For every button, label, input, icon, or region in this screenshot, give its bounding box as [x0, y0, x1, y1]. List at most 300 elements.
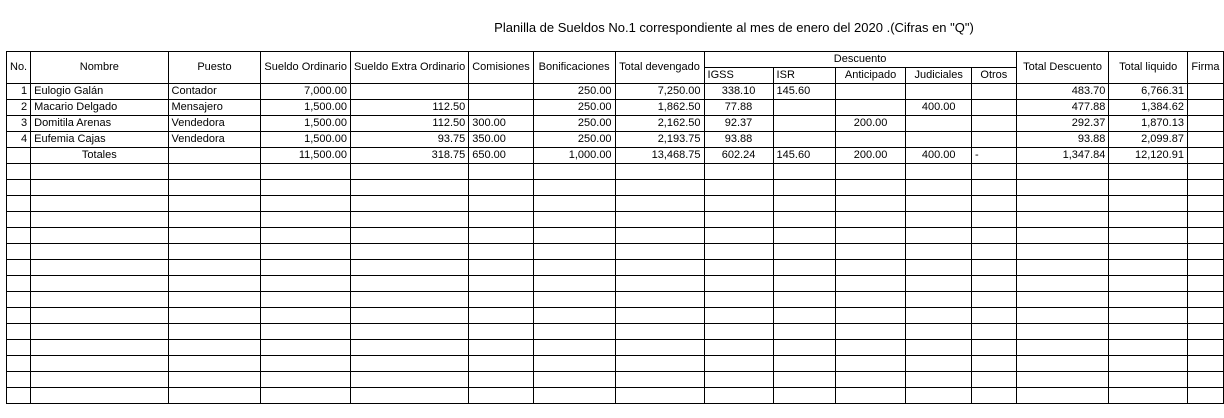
empty-cell	[704, 388, 773, 404]
cell-sueldo-ordinario: 1,500.00	[261, 132, 351, 148]
empty-cell	[906, 212, 972, 228]
empty-cell	[350, 308, 468, 324]
empty-cell	[168, 372, 261, 388]
payroll-title: Planilla de Sueldos No.1 correspondiente al mes de enero del 2020 .(Cifras en "Q")	[494, 20, 974, 35]
empty-cell	[773, 388, 835, 404]
header-nombre: Nombre	[31, 52, 168, 84]
cell-igss: 77.88	[704, 100, 773, 116]
cell-total-descuento: 477.88	[1016, 100, 1109, 116]
empty-cell	[615, 244, 704, 260]
empty-cell	[615, 212, 704, 228]
empty-cell	[350, 228, 468, 244]
cell-igss: 92.37	[704, 116, 773, 132]
cell-anticipado	[835, 132, 906, 148]
empty-cell	[168, 164, 261, 180]
header-sueldo-extra: Sueldo Extra Ordinario	[350, 52, 468, 84]
empty-cell	[469, 356, 533, 372]
cell-comisiones	[469, 100, 533, 116]
totals-cell-sueldo-extra: 318.75	[350, 148, 468, 164]
empty-cell	[1109, 212, 1188, 228]
empty-cell	[835, 340, 906, 356]
empty-cell	[31, 180, 168, 196]
empty-cell	[533, 340, 615, 356]
empty-cell	[1016, 260, 1109, 276]
empty-cell	[31, 356, 168, 372]
cell-firma	[1187, 84, 1223, 100]
cell-total-devengado: 2,162.50	[615, 116, 704, 132]
empty-cell	[350, 196, 468, 212]
empty-row	[7, 212, 1224, 228]
header-descuento: Descuento	[704, 52, 1016, 68]
totals-cell-isr: 145.60	[773, 148, 835, 164]
empty-cell	[704, 260, 773, 276]
empty-cell	[615, 292, 704, 308]
empty-cell	[972, 212, 1017, 228]
empty-cell	[469, 164, 533, 180]
empty-cell	[31, 324, 168, 340]
empty-cell	[972, 164, 1017, 180]
empty-cell	[906, 244, 972, 260]
empty-cell	[261, 244, 351, 260]
empty-cell	[533, 292, 615, 308]
cell-comisiones: 350.00	[469, 132, 533, 148]
empty-cell	[469, 228, 533, 244]
empty-cell	[906, 292, 972, 308]
empty-cell	[168, 260, 261, 276]
empty-cell	[615, 372, 704, 388]
empty-cell	[773, 356, 835, 372]
empty-cell	[1016, 292, 1109, 308]
empty-cell	[972, 292, 1017, 308]
empty-cell	[168, 308, 261, 324]
header-bonificaciones: Bonificaciones	[533, 52, 615, 84]
cell-sueldo-ordinario: 1,500.00	[261, 116, 351, 132]
totals-cell-no	[7, 148, 31, 164]
empty-cell	[972, 308, 1017, 324]
empty-cell	[350, 388, 468, 404]
empty-cell	[773, 324, 835, 340]
empty-cell	[533, 164, 615, 180]
empty-cell	[533, 356, 615, 372]
empty-cell	[261, 340, 351, 356]
empty-cell	[704, 356, 773, 372]
empty-cell	[350, 340, 468, 356]
cell-bonificaciones: 250.00	[533, 84, 615, 100]
totals-cell-total-devengado: 13,468.75	[615, 148, 704, 164]
cell-anticipado	[835, 100, 906, 116]
empty-cell	[350, 372, 468, 388]
table-row	[7, 84, 1224, 100]
empty-cell	[1109, 308, 1188, 324]
empty-cell	[7, 308, 31, 324]
empty-cell	[469, 196, 533, 212]
cell-nombre: Eulogio Galán	[31, 84, 168, 100]
empty-cell	[350, 324, 468, 340]
empty-cell	[7, 340, 31, 356]
empty-cell	[1187, 292, 1223, 308]
empty-cell	[615, 164, 704, 180]
empty-cell	[533, 388, 615, 404]
empty-cell	[773, 340, 835, 356]
empty-cell	[168, 244, 261, 260]
empty-cell	[533, 372, 615, 388]
cell-sueldo-extra: 93.75	[350, 132, 468, 148]
empty-cell	[1109, 292, 1188, 308]
empty-cell	[7, 164, 31, 180]
empty-cell	[704, 180, 773, 196]
empty-cell	[469, 180, 533, 196]
header-firma: Firma	[1187, 52, 1223, 84]
empty-cell	[533, 244, 615, 260]
empty-row	[7, 196, 1224, 212]
totals-cell-otros: -	[972, 148, 1017, 164]
empty-cell	[1187, 180, 1223, 196]
totals-cell-total-liquido: 12,120.91	[1109, 148, 1188, 164]
empty-cell	[1016, 340, 1109, 356]
empty-cell	[906, 164, 972, 180]
empty-cell	[7, 388, 31, 404]
cell-puesto: Vendedora	[168, 116, 261, 132]
empty-cell	[1187, 212, 1223, 228]
empty-cell	[704, 292, 773, 308]
empty-cell	[615, 276, 704, 292]
empty-cell	[972, 276, 1017, 292]
empty-cell	[7, 260, 31, 276]
empty-cell	[261, 308, 351, 324]
empty-cell	[261, 292, 351, 308]
empty-cell	[835, 260, 906, 276]
empty-cell	[261, 196, 351, 212]
empty-cell	[1109, 388, 1188, 404]
empty-cell	[7, 228, 31, 244]
empty-cell	[835, 372, 906, 388]
empty-cell	[773, 196, 835, 212]
cell-otros	[972, 116, 1017, 132]
empty-cell	[469, 244, 533, 260]
cell-total-liquido: 2,099.87	[1109, 132, 1188, 148]
cell-igss: 338.10	[704, 84, 773, 100]
cell-isr	[773, 132, 835, 148]
empty-cell	[835, 244, 906, 260]
empty-cell	[906, 372, 972, 388]
empty-cell	[773, 292, 835, 308]
cell-total-descuento: 292.37	[1016, 116, 1109, 132]
empty-row	[7, 308, 1224, 324]
empty-cell	[1109, 356, 1188, 372]
cell-nombre: Macario Delgado	[31, 100, 168, 116]
empty-cell	[533, 276, 615, 292]
empty-cell	[1187, 276, 1223, 292]
cell-anticipado	[835, 84, 906, 100]
empty-cell	[773, 260, 835, 276]
empty-cell	[1187, 260, 1223, 276]
empty-cell	[972, 340, 1017, 356]
empty-cell	[1187, 356, 1223, 372]
empty-cell	[906, 324, 972, 340]
empty-cell	[704, 324, 773, 340]
empty-cell	[972, 180, 1017, 196]
empty-cell	[350, 180, 468, 196]
empty-cell	[1016, 164, 1109, 180]
empty-cell	[168, 180, 261, 196]
empty-cell	[615, 340, 704, 356]
cell-puesto: Contador	[168, 84, 261, 100]
empty-cell	[615, 388, 704, 404]
empty-cell	[7, 356, 31, 372]
empty-cell	[533, 180, 615, 196]
cell-judiciales: 400.00	[906, 100, 972, 116]
empty-cell	[1187, 340, 1223, 356]
empty-cell	[1109, 180, 1188, 196]
totals-row	[7, 148, 1224, 164]
empty-cell	[835, 212, 906, 228]
cell-total-liquido: 1,870.13	[1109, 116, 1188, 132]
empty-cell	[261, 164, 351, 180]
cell-total-devengado: 7,250.00	[615, 84, 704, 100]
cell-total-liquido: 1,384.62	[1109, 100, 1188, 116]
empty-cell	[1016, 228, 1109, 244]
empty-cell	[168, 388, 261, 404]
empty-cell	[533, 308, 615, 324]
empty-row	[7, 356, 1224, 372]
empty-cell	[1109, 164, 1188, 180]
empty-cell	[31, 388, 168, 404]
header-no: No.	[7, 52, 31, 84]
cell-anticipado: 200.00	[835, 116, 906, 132]
empty-cell	[1016, 244, 1109, 260]
totals-cell-anticipado: 200.00	[835, 148, 906, 164]
header-otros: Otros	[972, 68, 1017, 84]
header-total-liquido: Total liquido	[1109, 52, 1188, 84]
empty-cell	[906, 260, 972, 276]
cell-total-devengado: 1,862.50	[615, 100, 704, 116]
empty-cell	[31, 196, 168, 212]
empty-cell	[1016, 388, 1109, 404]
empty-cell	[350, 212, 468, 228]
cell-otros	[972, 100, 1017, 116]
empty-cell	[906, 228, 972, 244]
empty-cell	[1187, 164, 1223, 180]
empty-cell	[835, 292, 906, 308]
empty-cell	[261, 388, 351, 404]
header-igss: IGSS	[704, 68, 773, 84]
cell-isr: 145.60	[773, 84, 835, 100]
empty-cell	[835, 324, 906, 340]
empty-cell	[1109, 324, 1188, 340]
empty-cell	[835, 180, 906, 196]
cell-sueldo-extra: 112.50	[350, 100, 468, 116]
empty-cell	[773, 372, 835, 388]
cell-bonificaciones: 250.00	[533, 100, 615, 116]
empty-cell	[1016, 276, 1109, 292]
empty-cell	[773, 308, 835, 324]
empty-cell	[469, 340, 533, 356]
cell-nombre: Domitila Arenas	[31, 116, 168, 132]
empty-cell	[168, 196, 261, 212]
empty-cell	[615, 260, 704, 276]
cell-comisiones: 300.00	[469, 116, 533, 132]
cell-total-descuento: 483.70	[1016, 84, 1109, 100]
header-total-devengado: Total devengado	[615, 52, 704, 84]
empty-cell	[1016, 196, 1109, 212]
empty-cell	[1187, 244, 1223, 260]
empty-cell	[350, 356, 468, 372]
payroll-table	[6, 51, 1224, 404]
empty-cell	[7, 372, 31, 388]
empty-cell	[972, 244, 1017, 260]
empty-cell	[773, 228, 835, 244]
empty-cell	[972, 196, 1017, 212]
cell-total-descuento: 93.88	[1016, 132, 1109, 148]
empty-cell	[615, 356, 704, 372]
empty-cell	[972, 356, 1017, 372]
cell-isr	[773, 100, 835, 116]
empty-cell	[533, 212, 615, 228]
empty-cell	[7, 180, 31, 196]
empty-cell	[615, 180, 704, 196]
empty-cell	[1016, 180, 1109, 196]
empty-cell	[31, 228, 168, 244]
empty-cell	[773, 276, 835, 292]
empty-cell	[31, 276, 168, 292]
table-row	[7, 100, 1224, 116]
empty-cell	[972, 260, 1017, 276]
empty-cell	[906, 196, 972, 212]
empty-row	[7, 244, 1224, 260]
empty-cell	[972, 228, 1017, 244]
empty-cell	[773, 180, 835, 196]
cell-firma	[1187, 116, 1223, 132]
empty-cell	[168, 324, 261, 340]
empty-row	[7, 180, 1224, 196]
empty-cell	[773, 244, 835, 260]
empty-cell	[533, 196, 615, 212]
empty-cell	[31, 164, 168, 180]
empty-row	[7, 260, 1224, 276]
totals-cell-total-descuento: 1,347.84	[1016, 148, 1109, 164]
empty-cell	[1187, 388, 1223, 404]
empty-cell	[261, 228, 351, 244]
table-row	[7, 116, 1224, 132]
totals-cell-puesto	[168, 148, 261, 164]
empty-cell	[835, 276, 906, 292]
empty-cell	[615, 196, 704, 212]
empty-cell	[615, 324, 704, 340]
empty-cell	[350, 260, 468, 276]
empty-cell	[1109, 340, 1188, 356]
cell-otros	[972, 132, 1017, 148]
empty-cell	[469, 372, 533, 388]
empty-cell	[835, 228, 906, 244]
totals-cell-firma	[1187, 148, 1223, 164]
empty-cell	[906, 388, 972, 404]
empty-cell	[261, 212, 351, 228]
empty-cell	[1016, 372, 1109, 388]
empty-cell	[261, 180, 351, 196]
cell-firma	[1187, 100, 1223, 116]
empty-cell	[261, 324, 351, 340]
empty-cell	[7, 196, 31, 212]
empty-cell	[704, 308, 773, 324]
empty-cell	[261, 372, 351, 388]
header-row-1	[7, 52, 1224, 68]
empty-cell	[1187, 324, 1223, 340]
cell-total-liquido: 6,766.31	[1109, 84, 1188, 100]
empty-cell	[1016, 324, 1109, 340]
cell-sueldo-extra: 112.50	[350, 116, 468, 132]
cell-judiciales	[906, 132, 972, 148]
header-sueldo-ordinario: Sueldo Ordinario	[261, 52, 351, 84]
empty-cell	[1016, 356, 1109, 372]
empty-cell	[835, 356, 906, 372]
totals-cell-nombre: Totales	[31, 148, 168, 164]
empty-cell	[469, 260, 533, 276]
empty-cell	[350, 292, 468, 308]
cell-sueldo-ordinario: 7,000.00	[261, 84, 351, 100]
empty-cell	[261, 356, 351, 372]
empty-cell	[7, 292, 31, 308]
cell-no: 2	[7, 100, 31, 116]
empty-cell	[704, 164, 773, 180]
cell-sueldo-extra	[350, 84, 468, 100]
totals-cell-bonificaciones: 1,000.00	[533, 148, 615, 164]
cell-judiciales	[906, 84, 972, 100]
empty-cell	[350, 276, 468, 292]
empty-cell	[168, 292, 261, 308]
empty-cell	[906, 308, 972, 324]
empty-cell	[704, 372, 773, 388]
empty-cell	[972, 372, 1017, 388]
empty-cell	[31, 340, 168, 356]
empty-cell	[704, 244, 773, 260]
cell-otros	[972, 84, 1017, 100]
empty-cell	[1187, 196, 1223, 212]
empty-cell	[533, 324, 615, 340]
empty-cell	[168, 340, 261, 356]
empty-row	[7, 276, 1224, 292]
empty-row	[7, 340, 1224, 356]
table-row	[7, 132, 1224, 148]
empty-cell	[906, 340, 972, 356]
empty-cell	[1109, 244, 1188, 260]
empty-cell	[350, 244, 468, 260]
empty-cell	[1016, 212, 1109, 228]
empty-cell	[168, 356, 261, 372]
empty-cell	[7, 212, 31, 228]
empty-cell	[469, 388, 533, 404]
empty-cell	[168, 212, 261, 228]
totals-cell-judiciales: 400.00	[906, 148, 972, 164]
cell-no: 1	[7, 84, 31, 100]
cell-igss: 93.88	[704, 132, 773, 148]
totals-cell-sueldo-ordinario: 11,500.00	[261, 148, 351, 164]
empty-cell	[7, 244, 31, 260]
empty-cell	[168, 228, 261, 244]
empty-cell	[704, 196, 773, 212]
empty-cell	[1109, 196, 1188, 212]
empty-cell	[704, 228, 773, 244]
empty-cell	[469, 292, 533, 308]
empty-cell	[31, 372, 168, 388]
cell-comisiones	[469, 84, 533, 100]
cell-isr	[773, 116, 835, 132]
empty-cell	[773, 212, 835, 228]
empty-cell	[1187, 228, 1223, 244]
cell-total-devengado: 2,193.75	[615, 132, 704, 148]
cell-bonificaciones: 250.00	[533, 132, 615, 148]
cell-firma	[1187, 132, 1223, 148]
empty-cell	[835, 164, 906, 180]
